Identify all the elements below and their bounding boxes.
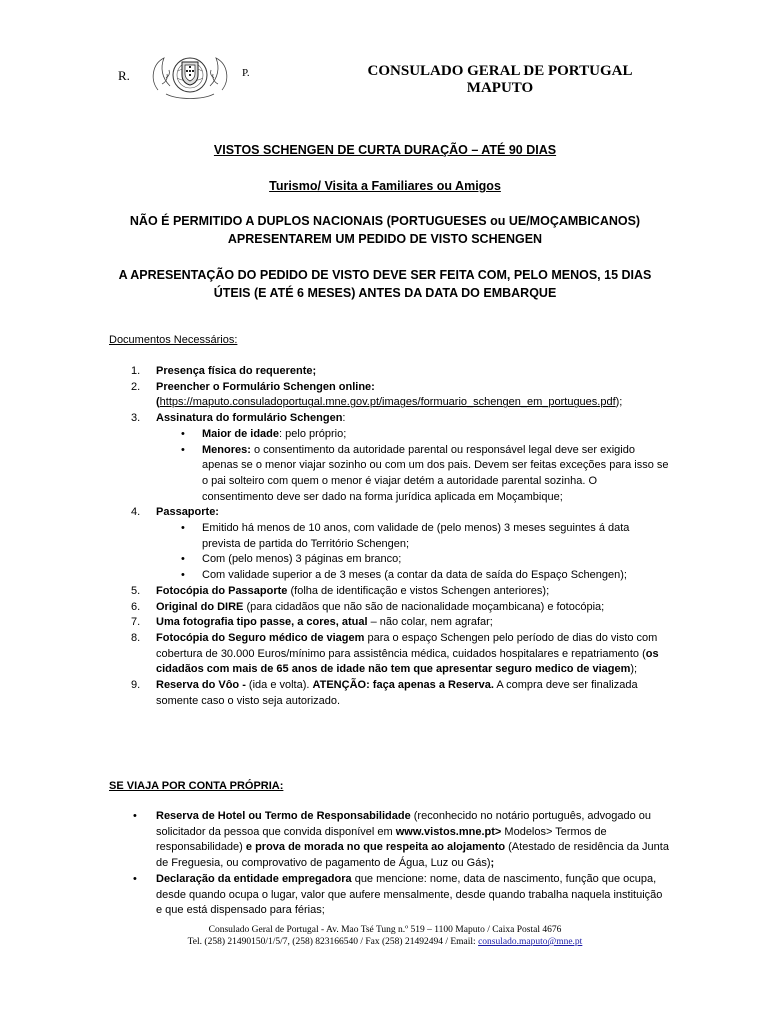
consulate-name: CONSULADO GERAL DE PORTUGAL (367, 63, 633, 79)
bullet-dot: • (133, 810, 137, 822)
paren-close: ); (615, 396, 623, 409)
bullet-dot: • (181, 553, 185, 566)
item-text-rest: – não colar, nem agrafar; (367, 616, 493, 629)
item-text-rest: : (342, 412, 346, 425)
item-text: Passaporte: (156, 506, 219, 519)
consulate-city: MAPUTO (466, 80, 534, 96)
list-number: 8. (131, 631, 141, 644)
item-text-rest: (Atestado de residência da Junta de Freguesia, ou comprovativo de pagamento de Água, Luz ou Gás) (156, 841, 669, 870)
footer-address: Consulado Geral de Portugal - Av. Mao Tsé Tung n.º 519 – 1100 Maputo / Caixa Postal 4676 (208, 925, 562, 935)
item-text: Fotocópia do Seguro médico de viagem (156, 631, 365, 644)
list-number: 5. (131, 584, 141, 597)
self-travel-heading: SE VIAJA POR CONTA PRÓPRIA: (109, 780, 284, 792)
item-text-rest: Modelos> Termos de responsabilidade) (156, 825, 607, 854)
sub-list-item (156, 552, 669, 568)
document-subtitle: Turismo/ Visita a Familiares ou Amigos (269, 179, 501, 193)
list-number: 1. (131, 365, 141, 377)
footer-contacts (100, 936, 670, 948)
bullet-dot: • (181, 443, 185, 456)
dual-nationality-warning: NÃO É PERMITIDO A DUPLOS NACIONAIS (PORTUGUESES ou UE/MOÇAMBICANOS) APRESENTAREM UM PEDIDO DE VISTO SCHENGEN (129, 214, 641, 246)
bullet-dot: • (181, 522, 185, 535)
submission-deadline-notice: A APRESENTAÇÃO DO PEDIDO DE VISTO DEVE SER FEITA COM, PELO MENOS, 15 DIAS ÚTEIS (E ATÉ 6 MESES) ANTES DA DATA DO EMBARQUE (118, 268, 652, 300)
list-number: 2. (131, 380, 141, 393)
list-item (109, 364, 669, 380)
email-link[interactable]: consulado.maputo@mne.pt (478, 937, 583, 947)
list-item (109, 809, 669, 872)
item-text-emphasis: os cidadãos com mais de 65 anos de idade não tem que apresentar seguro medico de viagem (156, 647, 659, 676)
sub-list (156, 521, 669, 584)
item-text: Fotocópia do Passaporte (156, 584, 288, 597)
list-number: 4. (131, 506, 141, 519)
item-text-rest: : pelo próprio; (279, 427, 347, 440)
list-item (109, 872, 669, 919)
item-text: Reserva do Vôo - (156, 679, 246, 692)
bullet-dot: • (133, 872, 137, 885)
item-text-rest: (para cidadãos que não são de nacionalidade moçambicana) e fotocópia; (243, 600, 605, 613)
document-title: VISTOS SCHENGEN DE CURTA DURAÇÃO – ATÉ 90 DIAS (213, 143, 557, 157)
item-text-attention: ATENÇÃO: faça apenas a Reserva. (312, 679, 494, 692)
item-text: Com validade superior a de 3 meses (a contar da data de saída do Espaço Schengen); (202, 569, 627, 582)
item-text-emphasis: e prova de morada no que respeita ao alojamento (245, 841, 506, 854)
item-text: Emitido há menos de 10 anos, com validade de (pelo menos) 3 meses seguintes á data prevista de partida do Território Schengen; (202, 522, 630, 550)
sub-list (156, 427, 669, 506)
header-right-letter: P. (242, 67, 250, 79)
list-item (109, 600, 669, 616)
list-item (109, 584, 669, 600)
item-text-rest: (folha de identificação e vistos Schengen anteriores); (287, 584, 550, 597)
item-text-rest: que mencione: nome, data de nascimento, função que ocupa, desde quando ocupa o lugar, valor que aufere mensalmente, desde quando trabalha naquela instituição e que está dispensado para férias; (156, 872, 663, 917)
bullet-dot: • (181, 569, 185, 582)
sub-list-item (156, 521, 669, 552)
list-item (109, 411, 669, 505)
item-text: Uma fotografia tipo passe, a cores, atual (156, 616, 368, 629)
item-text-end: ); (630, 663, 638, 676)
item-text: Menores: (202, 443, 251, 456)
item-text: Reserva de Hotel ou Termo de Responsabilidade (156, 810, 411, 822)
item-text-rest: para o espaço Schengen pelo período de dias do visto com cobertura de 30.000 Euros/mínimo para assistência médica, cuidados hospitalares e repatriamento ( (156, 631, 658, 660)
required-documents-heading: Documentos Necessários: (109, 334, 238, 346)
bullet-dot: • (181, 427, 185, 440)
item-text: Com (pelo menos) 3 páginas em branco; (202, 553, 402, 566)
item-text: Assinatura do formulário Schengen (156, 412, 343, 425)
item-text: Original do DIRE (156, 600, 244, 613)
vistos-website: www.vistos.mne.pt> (395, 825, 502, 838)
list-item (109, 678, 669, 709)
item-text: Presença física do requerente; (156, 365, 317, 377)
list-number: 9. (131, 679, 141, 692)
list-number: 6. (131, 600, 141, 613)
self-travel-list (109, 809, 669, 919)
item-text-rest: o consentimento da autoridade parental ou responsável legal deve ser exigido apenas se o menor viajar sozinho ou com um dos pais. Devem ser feitas exceções para isso se o pai solteiro com quem o menor é viajar detém a autoridade parental sozinha. O consentimento deve ser dado na forma jurídica aplicada em Moçambique; (202, 443, 669, 503)
list-number: 3. (131, 412, 141, 425)
item-text-rest: A compra deve ser finalizada somente caso o visto seja autorizado. (156, 679, 638, 707)
portuguese-coat-of-arms-icon (148, 50, 232, 102)
item-text-end: ; (490, 857, 495, 870)
item-text-mid: (ida e volta). (245, 679, 313, 692)
schengen-form-link[interactable]: https://maputo.consuladoportugal.mne.gov.pt/images/formuario_schengen_em_portugues.pdf (159, 396, 616, 409)
footer-phone-fax: Tel. (258) 21490150/1/5/7, (258) 823166540 / Fax (258) 21492494 / Email: (187, 937, 479, 947)
item-text: Preencher o Formulário Schengen online: (156, 380, 375, 393)
paren-open: ( (156, 396, 160, 409)
item-text-rest: (reconhecido no notário português, advogado ou solicitador da pessoa que convida disponível em (156, 810, 652, 838)
sub-list-item (156, 568, 669, 584)
list-item (109, 380, 669, 411)
list-item (109, 505, 669, 584)
list-number: 7. (131, 616, 141, 629)
sub-list-item (156, 443, 669, 506)
required-documents-list (109, 364, 669, 709)
header-left-letter: R. (118, 68, 130, 83)
list-item (109, 615, 669, 631)
item-text: Declaração da entidade empregadora (156, 872, 352, 885)
list-item (109, 631, 669, 678)
item-text: Maior de idade (202, 427, 280, 440)
sub-list-item (156, 427, 669, 443)
